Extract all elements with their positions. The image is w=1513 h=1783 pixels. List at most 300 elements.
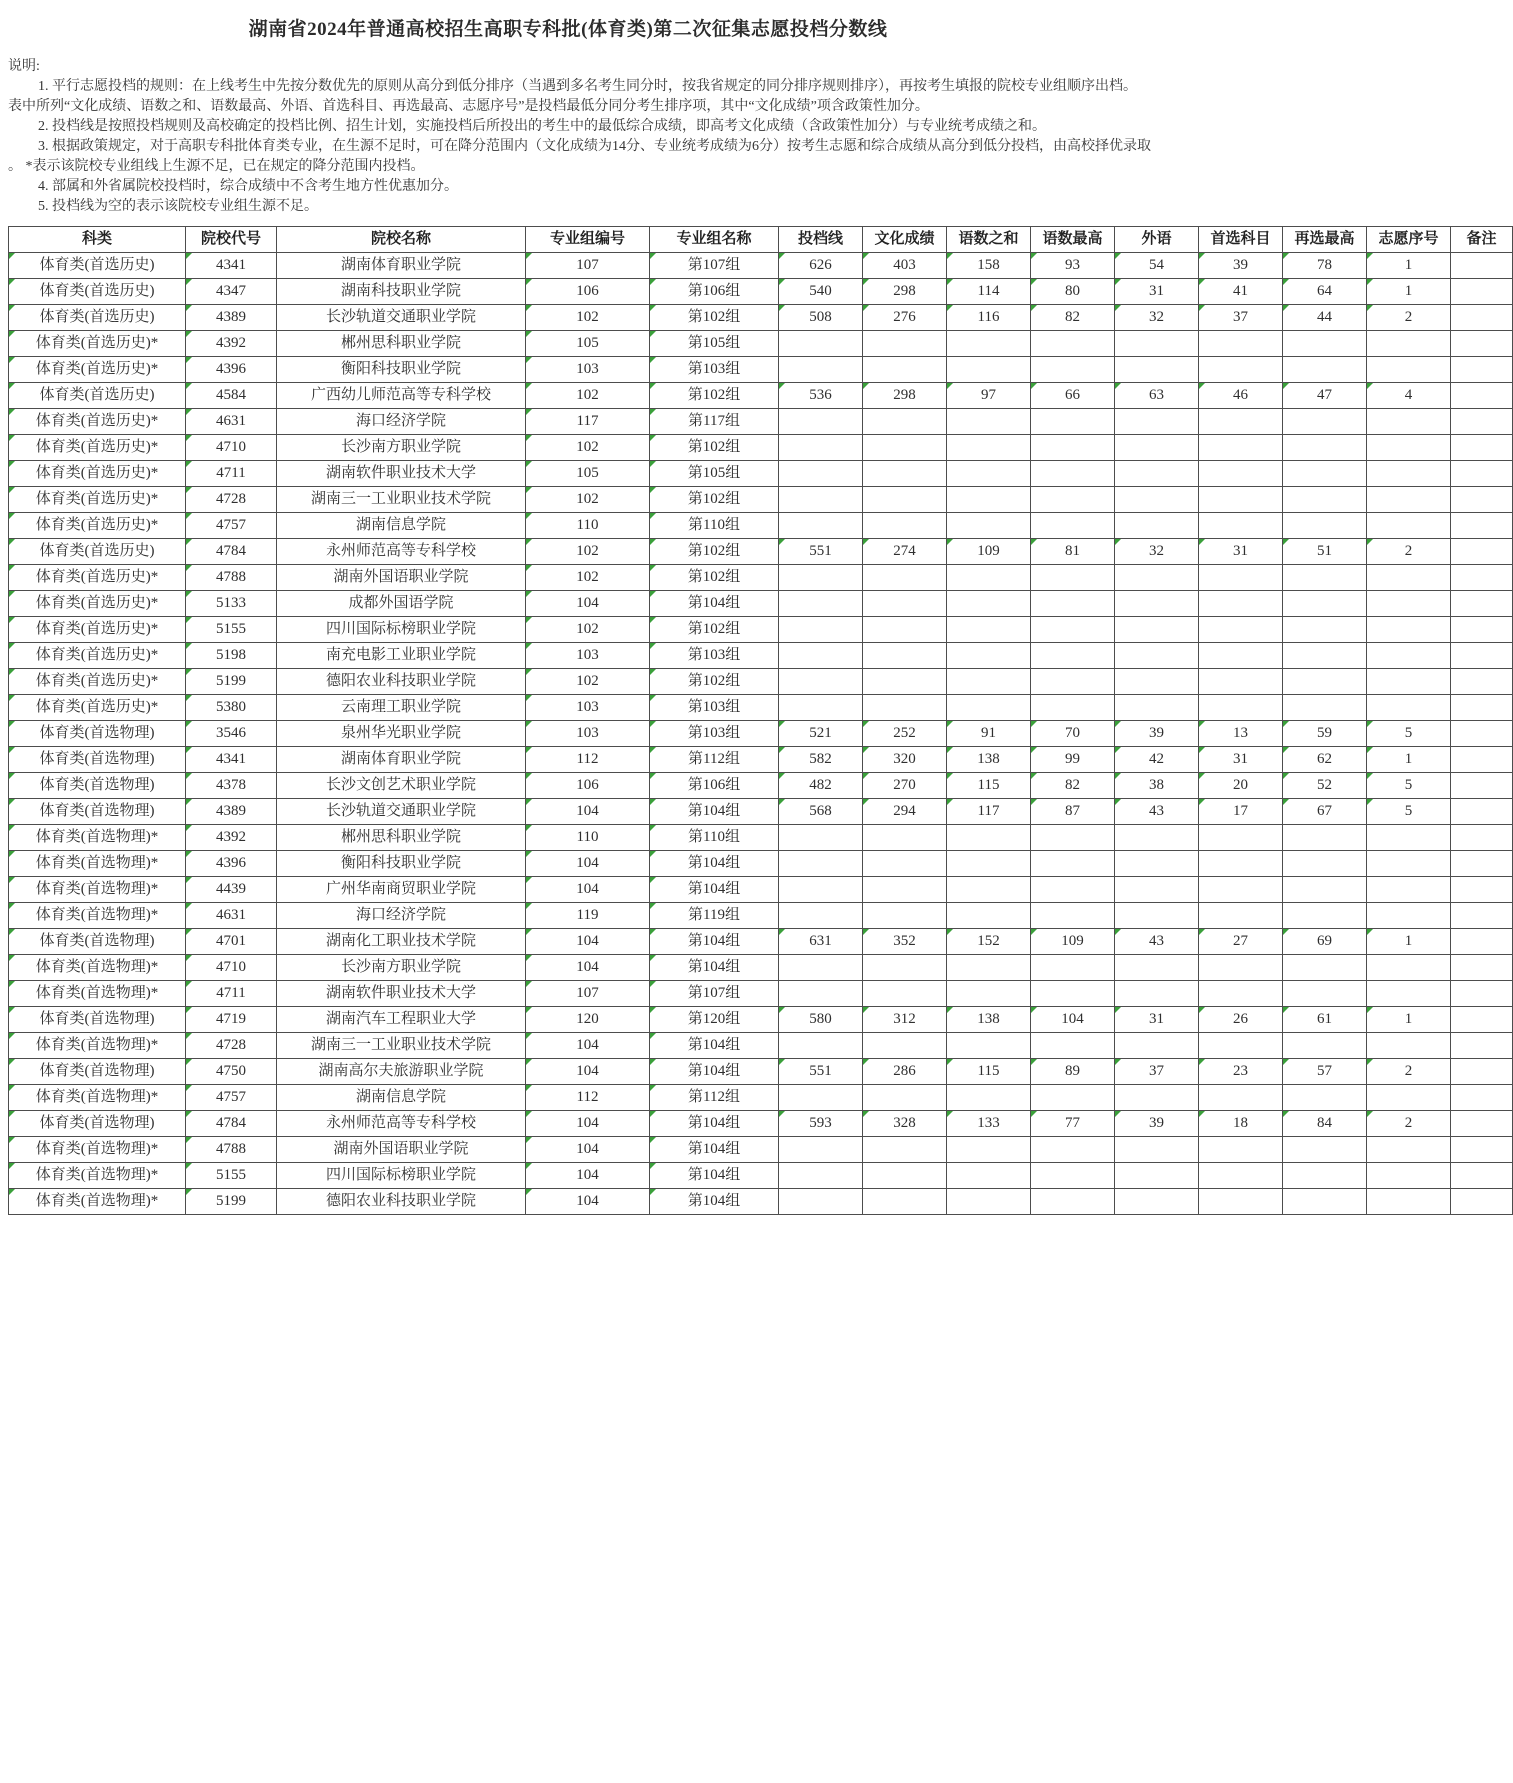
table-cell: 106 [526,279,650,305]
notes-lines [8,77,1272,217]
table-cell: 103 [526,643,650,669]
table-row [9,1111,1513,1137]
table-cell [1031,461,1115,487]
table-cell [1367,903,1451,929]
table-cell: 4788 [186,1137,277,1163]
table-cell [1367,1189,1451,1215]
table-cell: 衡阳科技职业学院 [277,357,526,383]
table-cell [1451,981,1513,1007]
table-cell: 第102组 [650,617,779,643]
table-cell: 体育类(首选物理)* [9,903,186,929]
table-cell: 508 [779,305,863,331]
table-cell [779,981,863,1007]
table-cell: 286 [863,1059,947,1085]
table-cell: 2 [1367,1059,1451,1085]
table-cell: 46 [1199,383,1283,409]
table-row [9,617,1513,643]
table-cell [1031,331,1115,357]
table-cell [1283,461,1367,487]
table-cell: 104 [526,1163,650,1189]
table-cell: 103 [526,721,650,747]
note-line: 5. 投档线为空的表示该院校专业组生源不足。 [38,199,318,214]
table-cell [863,565,947,591]
table-cell [1199,955,1283,981]
table-cell [1451,409,1513,435]
table-row [9,981,1513,1007]
table-cell: 117 [526,409,650,435]
table-cell: 体育类(首选历史)* [9,461,186,487]
table-cell: 4 [1367,383,1451,409]
table-cell [1199,695,1283,721]
table-cell: 551 [779,539,863,565]
table-cell: 104 [526,955,650,981]
note-line: 3. 根据政策规定，对于高职专科批体育类专业，在生源不足时，可在降分范围内（文化成绩为14分、专业统考成绩为6分）按考生志愿和综合成绩从高分到低分投档，由高校择优录取 [38,139,1151,154]
table-cell [1367,877,1451,903]
table-cell [1451,773,1513,799]
table-cell [947,591,1031,617]
table-cell [1199,1085,1283,1111]
table-cell: 31 [1199,747,1283,773]
table-cell: 78 [1283,253,1367,279]
table-cell [779,1189,863,1215]
table-cell: 104 [526,851,650,877]
table-cell [1283,487,1367,513]
table-cell: 体育类(首选物理)* [9,1137,186,1163]
table-cell: 德阳农业科技职业学院 [277,1189,526,1215]
table-cell [947,487,1031,513]
table-cell: 体育类(首选历史)* [9,565,186,591]
table-cell: 第110组 [650,825,779,851]
table-cell [1283,851,1367,877]
table-cell: 4757 [186,513,277,539]
table-cell: 泉州华光职业学院 [277,721,526,747]
table-cell: 63 [1115,383,1199,409]
table-cell: 41 [1199,279,1283,305]
table-cell [1451,617,1513,643]
table-cell [1115,435,1199,461]
note-line: 。 *表示该院校专业组线上生源不足，已在规定的降分范围内投档。 [8,159,425,174]
table-cell: 第103组 [650,357,779,383]
column-header: 语数最高 [1031,227,1115,253]
table-cell [1451,1059,1513,1085]
table-cell [947,877,1031,903]
table-cell [947,851,1031,877]
table-row [9,851,1513,877]
table-cell: 107 [526,981,650,1007]
table-cell [1283,617,1367,643]
table-cell [1031,513,1115,539]
table-cell [1199,825,1283,851]
table-cell: 104 [526,799,650,825]
table-cell [1031,1189,1115,1215]
table-cell: 252 [863,721,947,747]
table-cell [947,357,1031,383]
table-cell: 5198 [186,643,277,669]
table-cell: 580 [779,1007,863,1033]
table-cell: 32 [1115,305,1199,331]
table-cell: 31 [1115,279,1199,305]
table-cell [1199,565,1283,591]
table-row [9,955,1513,981]
table-cell [863,331,947,357]
table-cell: 138 [947,747,1031,773]
table-cell [947,643,1031,669]
table-cell: 第105组 [650,461,779,487]
table-cell [1115,1033,1199,1059]
table-cell: 海口经济学院 [277,903,526,929]
table-cell: 永州师范高等专科学校 [277,539,526,565]
table-cell [1367,617,1451,643]
note-line: 4. 部属和外省属院校投档时，综合成绩中不含考生地方性优惠加分。 [38,179,458,194]
table-cell [1451,487,1513,513]
table-cell: 5155 [186,617,277,643]
table-cell: 97 [947,383,1031,409]
table-cell [947,1189,1031,1215]
table-cell [1199,643,1283,669]
table-cell: 312 [863,1007,947,1033]
table-cell [779,1033,863,1059]
table-cell: 体育类(首选物理) [9,721,186,747]
table-cell: 1 [1367,929,1451,955]
table-cell: 体育类(首选物理)* [9,825,186,851]
column-header: 文化成绩 [863,227,947,253]
table-cell: 80 [1031,279,1115,305]
table-cell [863,903,947,929]
table-cell [947,565,1031,591]
table-cell: 体育类(首选物理) [9,1059,186,1085]
table-cell: 482 [779,773,863,799]
table-row [9,1137,1513,1163]
table-cell: 第119组 [650,903,779,929]
table-cell [1031,955,1115,981]
table-cell: 104 [526,1189,650,1215]
table-cell: 70 [1031,721,1115,747]
table-cell [1451,1189,1513,1215]
table-cell: 永州师范高等专科学校 [277,1111,526,1137]
table-cell: 5 [1367,799,1451,825]
table-cell: 31 [1199,539,1283,565]
table-cell [1283,695,1367,721]
table-cell: 18 [1199,1111,1283,1137]
table-cell: 体育类(首选历史) [9,383,186,409]
table-cell: 4711 [186,981,277,1007]
table-cell [1199,903,1283,929]
table-cell [947,1163,1031,1189]
table-cell [863,1033,947,1059]
table-cell: 536 [779,383,863,409]
table-cell: 20 [1199,773,1283,799]
table-cell [863,461,947,487]
table-cell [1451,513,1513,539]
table-cell [1451,539,1513,565]
table-cell: 湖南软件职业技术大学 [277,981,526,1007]
table-cell: 109 [947,539,1031,565]
table-cell: 湖南体育职业学院 [277,253,526,279]
table-cell [1451,1033,1513,1059]
table-row [9,721,1513,747]
table-cell: 294 [863,799,947,825]
table-cell [1199,851,1283,877]
table-cell [1451,747,1513,773]
table-cell: 4701 [186,929,277,955]
table-cell: 102 [526,617,650,643]
table-cell: 湖南高尔夫旅游职业学院 [277,1059,526,1085]
table-cell: 南充电影工业职业学院 [277,643,526,669]
table-cell: 328 [863,1111,947,1137]
table-cell [1283,513,1367,539]
table-cell: 17 [1199,799,1283,825]
table-cell: 长沙轨道交通职业学院 [277,799,526,825]
table-body [9,253,1513,1215]
table-cell [1115,1137,1199,1163]
table-cell [1283,591,1367,617]
table-cell: 湖南三一工业职业技术学院 [277,1033,526,1059]
table-cell: 102 [526,305,650,331]
table-cell [779,877,863,903]
table-cell: 湖南外国语职业学院 [277,565,526,591]
table-cell: 102 [526,435,650,461]
header-row [9,227,1513,253]
table-cell: 体育类(首选历史)* [9,331,186,357]
table-cell [947,617,1031,643]
table-cell [1367,357,1451,383]
table-cell: 第103组 [650,643,779,669]
table-cell: 第102组 [650,669,779,695]
table-row [9,357,1513,383]
table-cell: 4631 [186,903,277,929]
table-cell: 43 [1115,929,1199,955]
table-cell [1115,617,1199,643]
table-cell: 69 [1283,929,1367,955]
table-cell: 第103组 [650,721,779,747]
table-cell: 第103组 [650,695,779,721]
table-cell: 长沙轨道交通职业学院 [277,305,526,331]
table-row [9,591,1513,617]
table-cell: 1 [1367,1007,1451,1033]
table-cell [1199,1033,1283,1059]
table-cell: 第104组 [650,1163,779,1189]
table-cell [1031,487,1115,513]
table-cell: 4719 [186,1007,277,1033]
table-cell [1283,669,1367,695]
table-cell: 104 [526,1059,650,1085]
table-cell: 2 [1367,539,1451,565]
table-cell: 631 [779,929,863,955]
table-cell: 5 [1367,773,1451,799]
table-cell: 42 [1115,747,1199,773]
column-header: 投档线 [779,227,863,253]
table-cell: 39 [1115,1111,1199,1137]
table-cell [947,669,1031,695]
table-cell [1283,1033,1367,1059]
table-cell [779,565,863,591]
table-cell [779,487,863,513]
table-cell [1283,825,1367,851]
table-cell: 第106组 [650,773,779,799]
table-cell [1115,955,1199,981]
table-cell: 长沙南方职业学院 [277,435,526,461]
table-cell: 第102组 [650,565,779,591]
table-cell [1031,617,1115,643]
table-cell [1115,357,1199,383]
table-cell [1451,1007,1513,1033]
table-cell [863,851,947,877]
table-cell: 成都外国语学院 [277,591,526,617]
table-cell: 湖南化工职业技术学院 [277,929,526,955]
table-cell: 91 [947,721,1031,747]
table-cell [1367,669,1451,695]
table-cell [1283,903,1367,929]
note-line: 2. 投档线是按照投档规则及高校确定的投档比例、招生计划，实施投档后所投出的考生中的最低综合成绩，即高考文化成绩（含政策性加分）与专业统考成绩之和。 [38,119,1046,134]
table-cell [1451,565,1513,591]
table-cell: 54 [1115,253,1199,279]
table-cell: 102 [526,565,650,591]
table-cell: 27 [1199,929,1283,955]
table-row [9,253,1513,279]
table-cell [1451,825,1513,851]
table-cell: 4392 [186,825,277,851]
table-cell [863,825,947,851]
table-cell [1367,461,1451,487]
table-cell [1115,877,1199,903]
table-cell: 117 [947,799,1031,825]
table-cell: 体育类(首选物理)* [9,1163,186,1189]
table-cell: 102 [526,487,650,513]
table-row [9,539,1513,565]
table-row [9,799,1513,825]
table-cell: 112 [526,1085,650,1111]
column-header: 科类 [9,227,186,253]
table-cell: 体育类(首选历史)* [9,487,186,513]
table-cell [947,903,1031,929]
table-cell [1451,695,1513,721]
table-row [9,773,1513,799]
table-cell [1367,1085,1451,1111]
table-row [9,435,1513,461]
table-cell [1283,1189,1367,1215]
table-cell: 4757 [186,1085,277,1111]
table-cell: 体育类(首选物理)* [9,981,186,1007]
table-cell [947,1085,1031,1111]
table-cell: 体育类(首选物理) [9,929,186,955]
table-cell: 114 [947,279,1031,305]
table-cell [1451,955,1513,981]
table-row [9,409,1513,435]
table-cell: 4711 [186,461,277,487]
table-cell [1115,513,1199,539]
table-cell: 第104组 [650,1033,779,1059]
table-cell [863,1085,947,1111]
table-cell [863,877,947,903]
table-cell: 66 [1031,383,1115,409]
table-cell: 105 [526,461,650,487]
page-title: 湖南省2024年普通高校招生高职专科批(体育类)第二次征集志愿投档分数线 [248,19,888,40]
table-cell: 4584 [186,383,277,409]
table-cell [1283,643,1367,669]
table-cell: 77 [1031,1111,1115,1137]
table-cell: 568 [779,799,863,825]
column-header: 专业组名称 [650,227,779,253]
table-cell [1115,1163,1199,1189]
table-cell [1031,1085,1115,1111]
table-cell: 第110组 [650,513,779,539]
table-cell: 115 [947,773,1031,799]
table-cell [1115,825,1199,851]
table-cell [1031,435,1115,461]
table-cell: 2 [1367,1111,1451,1137]
table-cell: 4392 [186,331,277,357]
table-cell: 衡阳科技职业学院 [277,851,526,877]
table-cell: 体育类(首选物理)* [9,851,186,877]
table-cell [1199,1137,1283,1163]
table-cell [863,617,947,643]
table-cell: 第104组 [650,929,779,955]
table-cell: 84 [1283,1111,1367,1137]
table-row [9,461,1513,487]
column-header: 院校名称 [277,227,526,253]
table-cell [1115,565,1199,591]
table-cell [1451,253,1513,279]
table-cell [1451,799,1513,825]
table-cell: 112 [526,747,650,773]
table-cell [1031,643,1115,669]
table-cell: 99 [1031,747,1115,773]
table-cell: 4710 [186,955,277,981]
table-cell: 德阳农业科技职业学院 [277,669,526,695]
score-table [8,226,1513,1215]
table-cell [1199,617,1283,643]
table-cell [1031,981,1115,1007]
table-cell [1115,1085,1199,1111]
table-cell: 第107组 [650,253,779,279]
table-cell [1199,513,1283,539]
table-cell: 103 [526,357,650,383]
table-cell [1199,1189,1283,1215]
table-cell [947,955,1031,981]
table-cell: 582 [779,747,863,773]
table-cell: 5199 [186,669,277,695]
table-cell: 81 [1031,539,1115,565]
table-cell [1199,487,1283,513]
table-cell: 4631 [186,409,277,435]
table-cell: 四川国际标榜职业学院 [277,617,526,643]
table-cell: 102 [526,669,650,695]
table-cell: 第107组 [650,981,779,1007]
table-cell [779,357,863,383]
table-cell [863,1189,947,1215]
table-row [9,279,1513,305]
table-cell [1367,1137,1451,1163]
table-cell [1451,591,1513,617]
table-row [9,747,1513,773]
table-cell: 4378 [186,773,277,799]
table-cell [1367,695,1451,721]
table-cell: 4728 [186,1033,277,1059]
table-cell: 体育类(首选历史)* [9,591,186,617]
table-cell [1199,357,1283,383]
table-cell: 第104组 [650,591,779,617]
table-row [9,1033,1513,1059]
column-header: 院校代号 [186,227,277,253]
table-cell: 540 [779,279,863,305]
table-cell: 湖南信息学院 [277,1085,526,1111]
table-cell [1283,331,1367,357]
table-cell [779,643,863,669]
table-cell: 湖南信息学院 [277,513,526,539]
table-row [9,643,1513,669]
table-cell: 93 [1031,253,1115,279]
table-cell: 1 [1367,253,1451,279]
